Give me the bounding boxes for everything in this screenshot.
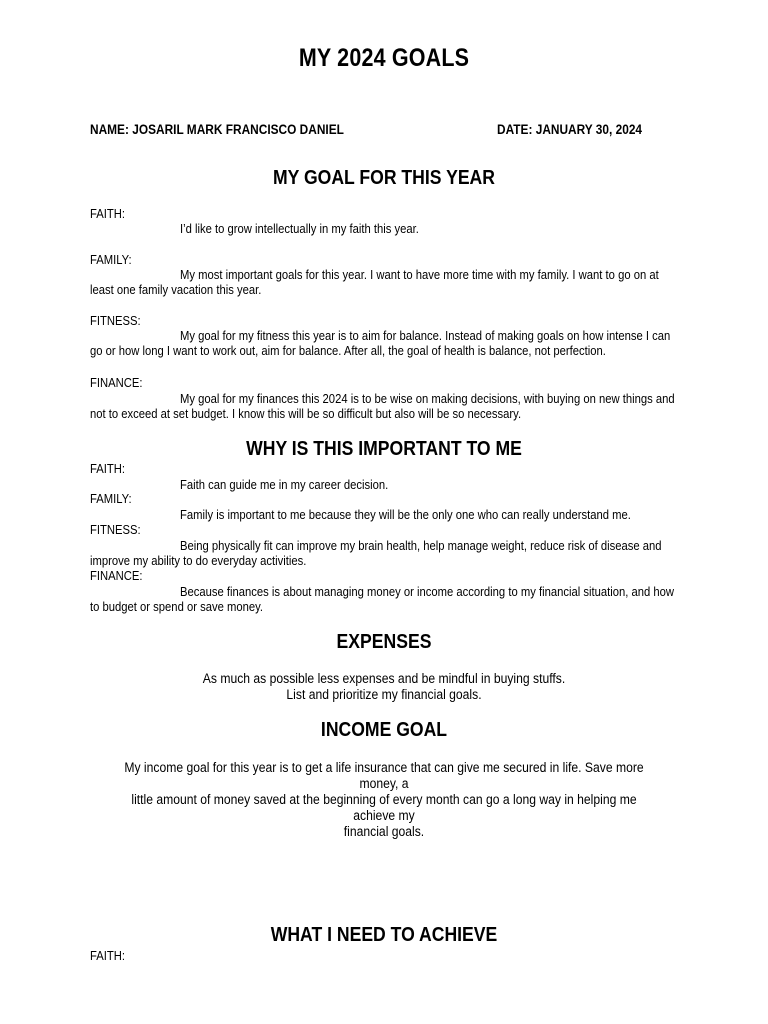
income-heading: INCOME GOAL: [320, 719, 448, 741]
achieve-faith-label: FAITH:: [90, 949, 126, 963]
income-line-1: My income goal for this year is to get a life insurance that can give me secured in life. Save more money, a: [124, 760, 644, 791]
importance-finance-text: Because finances is about managing money or income according to my financial situation, and how to budget or spend or save money.: [90, 585, 675, 614]
expenses-line-2: List and prioritize my financial goals.: [286, 687, 482, 702]
goals-family-label: FAMILY:: [90, 253, 132, 267]
importance-fitness-text: Being physically fit can improve my brain health, help manage weight, reduce risk of disease and improve my ability to do everyday activities.: [90, 539, 662, 568]
importance-family-label: FAMILY:: [90, 492, 132, 506]
importance-faith-label: FAITH:: [90, 462, 126, 476]
goals-finance-text: My goal for my finances this 2024 is to be wise on making decisions, with buying on new things and not to exceed at set budget. I know this will be so difficult but also will be so necessary.: [90, 392, 675, 421]
expenses-heading: EXPENSES: [336, 631, 432, 653]
importance-family-text: Family is important to me because they will be the only one who can really understand me.: [180, 508, 631, 522]
income-line-3: financial goals.: [343, 824, 425, 839]
document-page: [90, 0, 678, 1024]
expenses-line-1: As much as possible less expenses and be mindful in buying stuffs.: [202, 671, 566, 686]
goals-fitness-text: My goal for my fitness this year is to aim for balance. Instead of making goals on how intense I can go or how long I want to work out, aim for balance. After all, the goal of health is balance, not perfection.: [90, 329, 671, 358]
goals-faith-text: I’d like to grow intellectually in my faith this year.: [180, 222, 419, 236]
date-field: DATE: JANUARY 30, 2024: [497, 122, 643, 137]
goals-finance-label: FINANCE:: [90, 376, 143, 390]
achieve-heading: WHAT I NEED TO ACHIEVE: [270, 924, 498, 946]
income-line-2: little amount of money saved at the beginning of every month can go a long way in helping me achieve my: [131, 792, 637, 823]
importance-fitness-label: FITNESS:: [90, 523, 141, 537]
income-text: [80, 760, 688, 840]
goals-heading: MY GOAL FOR THIS YEAR: [272, 167, 495, 189]
importance-faith-text: Faith can guide me in my career decision.: [180, 478, 389, 492]
importance-finance-label: FINANCE:: [90, 569, 143, 583]
goals-fitness-label: FITNESS:: [90, 314, 141, 328]
document-title: MY 2024 GOALS: [298, 44, 470, 72]
goals-faith-label: FAITH:: [90, 207, 126, 221]
importance-heading: WHY IS THIS IMPORTANT TO ME: [246, 438, 522, 460]
goals-family-text: My most important goals for this year. I want to have more time with my family. I want to go on at least one family vacation this year.: [90, 268, 659, 297]
name-field: NAME: JOSARIL MARK FRANCISCO DANIEL: [90, 122, 344, 137]
expenses-text: [80, 671, 688, 703]
